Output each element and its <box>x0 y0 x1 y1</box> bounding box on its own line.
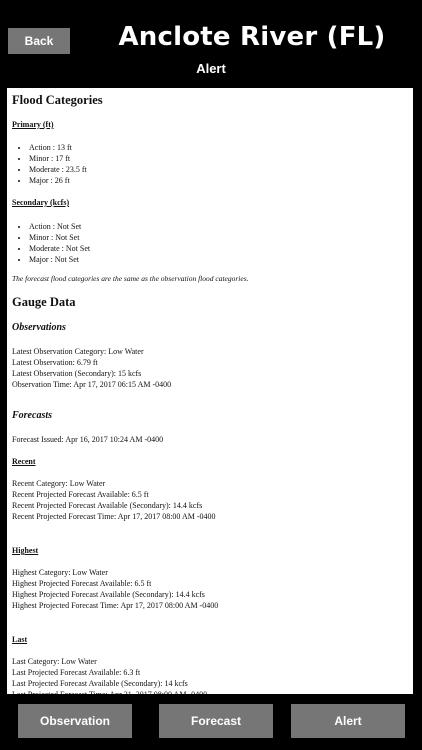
observation-line: Observation Time: Apr 17, 2017 06:15 AM -0400 <box>12 380 172 389</box>
highest-label: Highest <box>12 546 39 555</box>
page-title: Anclote River (FL) <box>118 22 386 52</box>
bottom-tab-bar <box>0 694 422 750</box>
list-item: • Moderate : Not Set <box>29 243 408 254</box>
forecasts-heading: Forecasts <box>12 410 52 421</box>
recent-line: Recent Projected Forecast Available: 6.5 ft <box>12 490 149 499</box>
forecast-issued: Forecast Issued: Apr 16, 2017 10:24 AM -0400 <box>12 435 164 444</box>
last-line: Last Projected Forecast Available (Secondary): 14 kcfs <box>12 679 188 688</box>
recent-line: Recent Category: Low Water <box>12 479 106 488</box>
highest-line: Highest Projected Forecast Available (Secondary): 14.4 kcfs <box>12 590 205 599</box>
list-item: • Minor : 17 ft <box>29 153 408 164</box>
observations-heading: Observations <box>12 322 66 333</box>
list-item: • Major : 26 ft <box>29 175 408 186</box>
recent-label: Recent <box>12 457 36 466</box>
page-subtitle: Alert <box>196 61 226 76</box>
header-bar <box>0 0 422 86</box>
list-item: • Moderate : 23.5 ft <box>29 164 408 175</box>
primary-label: Primary (ft) <box>12 120 54 129</box>
last-line: Last Category: Low Water <box>12 657 97 666</box>
list-item: • Minor : Not Set <box>29 232 408 243</box>
gauge-data-heading: Gauge Data <box>12 295 76 309</box>
list-item: • Action : 13 ft <box>29 142 408 153</box>
last-label: Last <box>12 635 28 644</box>
alert-content-panel[interactable] <box>7 88 413 694</box>
list-item: • Action : Not Set <box>29 221 408 232</box>
flood-categories-heading: Flood Categories <box>12 93 103 107</box>
observation-line: Latest Observation: 6.79 ft <box>12 358 98 367</box>
highest-line: Highest Category: Low Water <box>12 568 108 577</box>
secondary-list <box>12 221 408 265</box>
tab-alert[interactable]: Alert <box>291 704 405 738</box>
tab-forecast[interactable]: Forecast <box>159 704 273 738</box>
back-button[interactable]: Back <box>8 28 70 54</box>
primary-list <box>12 142 408 186</box>
secondary-label: Secondary (kcfs) <box>12 198 70 207</box>
recent-line: Recent Projected Forecast Time: Apr 17, 2017 08:00 AM -0400 <box>12 512 216 521</box>
list-item: • Major : Not Set <box>29 254 408 265</box>
flood-categories-note: The forecast flood categories are the same as the observation flood categories. <box>12 274 249 283</box>
highest-line: Highest Projected Forecast Available: 6.5 ft <box>12 579 152 588</box>
highest-line: Highest Projected Forecast Time: Apr 17, 2017 08:00 AM -0400 <box>12 601 219 610</box>
observation-line: Latest Observation (Secondary): 15 kcfs <box>12 369 142 378</box>
tab-observation[interactable]: Observation <box>18 704 132 738</box>
last-line: Last Projected Forecast Available: 6.3 ft <box>12 668 141 677</box>
recent-line: Recent Projected Forecast Available (Secondary): 14.4 kcfs <box>12 501 203 510</box>
observation-line: Latest Observation Category: Low Water <box>12 347 144 356</box>
